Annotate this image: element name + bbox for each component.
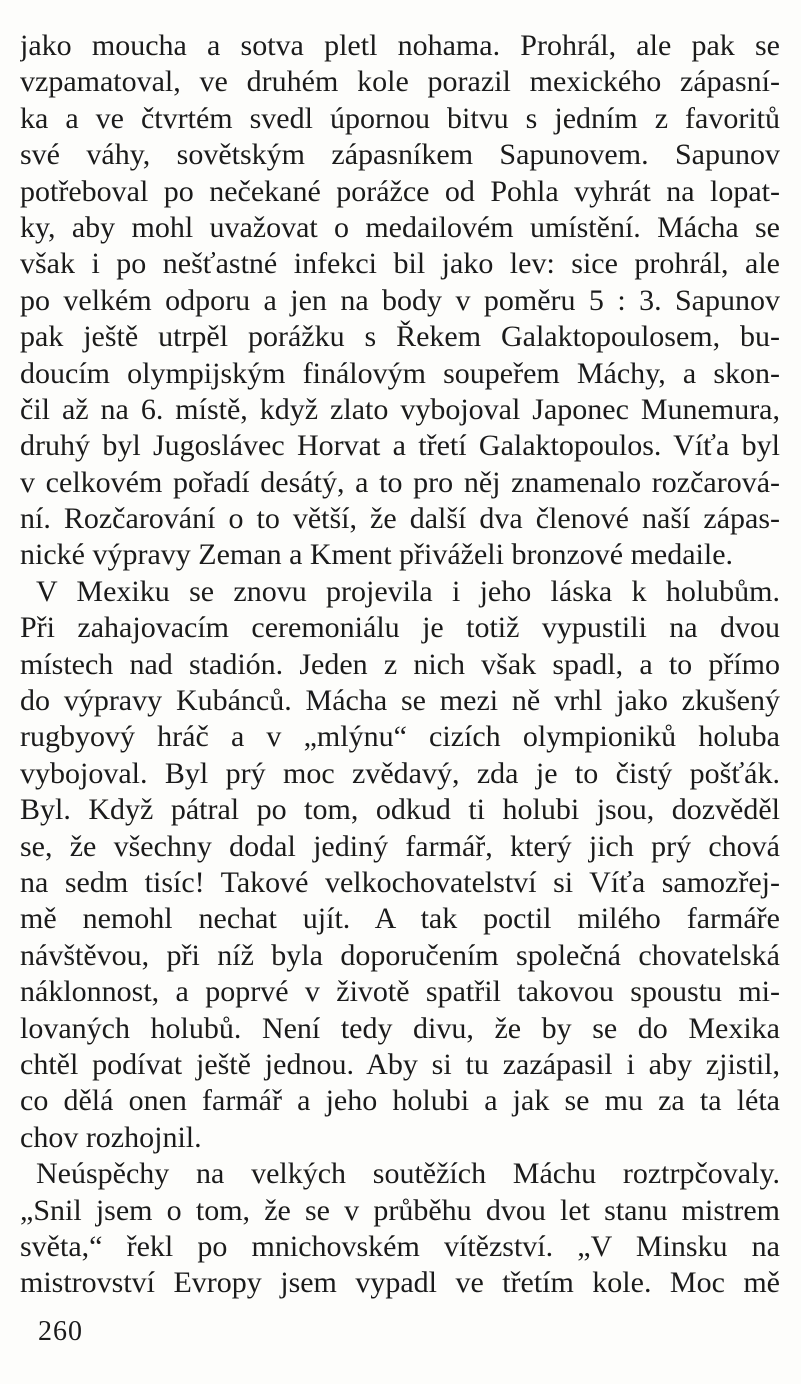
paragraph-end-line: nické výpravy Zeman a Kment přiváželi bronzové medaile. bbox=[20, 538, 734, 572]
text-line: návštěvou, při níž byla doporučením společná chovatelská bbox=[20, 938, 780, 972]
text-line: své váhy, sovětským zápasníkem Sapunovem. Sapunov bbox=[20, 138, 780, 172]
body-text bbox=[20, 28, 780, 1302]
text-line: náklonnost, a poprvé v životě spatřil takovou spoustu mi- bbox=[20, 975, 780, 1009]
text-line: rugbyový hráč a v „mlýnu“ cizích olympioniků holuba bbox=[20, 720, 780, 754]
text-line: čil až na 6. místě, když zlato vybojoval Japonec Munemura, bbox=[20, 392, 780, 426]
text-line: „Snil jsem o tom, že se v průběhu dvou let stanu mistrem bbox=[20, 1193, 780, 1227]
text-line: ky, aby mohl uvažovat o medailovém umístění. Mácha se bbox=[20, 210, 780, 244]
text-line: světa,“ řekl po mnichovském vítězství. „V Minsku na bbox=[20, 1229, 780, 1263]
text-line: doucím olympijským finálovým soupeřem Máchy, a skon- bbox=[20, 356, 780, 390]
paragraph-start-line: Neúspěchy na velkých soutěžích Máchu roztrpčovaly. bbox=[36, 1157, 780, 1191]
text-line: se, že všechny dodal jediný farmář, který jich prý chová bbox=[20, 829, 780, 863]
text-line: ka a ve čtvrtém svedl úpornou bitvu s jedním z favoritů bbox=[20, 101, 780, 135]
text-line: lovaných holubů. Není tedy divu, že by se do Mexika bbox=[20, 1011, 780, 1045]
text-line: místech nad stadión. Jeden z nich však spadl, a to přímo bbox=[20, 647, 780, 681]
text-line: však i po nešťastné infekci bil jako lev: sice prohrál, ale bbox=[20, 247, 780, 281]
text-line: vzpamatoval, ve druhém kole porazil mexického zápasní- bbox=[20, 65, 780, 99]
text-line: Při zahajovacím ceremoniálu je totiž vypustili na dvou bbox=[20, 611, 780, 645]
text-line: pak ještě utrpěl porážku s Řekem Galaktopoulosem, bu- bbox=[20, 320, 780, 354]
text-line: chtěl podívat ještě jednou. Aby si tu zazápasil i aby zjistil, bbox=[20, 1047, 780, 1081]
page-number: 260 bbox=[38, 1316, 83, 1347]
text-line: do výpravy Kubánců. Mácha se mezi ně vrhl jako zkušený bbox=[20, 684, 780, 718]
text-line: mě nemohl nechat ujít. A tak poctil milého farmáře bbox=[20, 902, 780, 936]
paragraph-start-line: V Mexiku se znovu projevila i jeho láska k holubům. bbox=[36, 574, 780, 608]
text-line: na sedm tisíc! Takové velkochovatelství si Víťa samozřej- bbox=[20, 865, 780, 899]
text-line: vybojoval. Byl prý moc zvědavý, zda je to čistý pošťák. bbox=[20, 756, 780, 790]
text-line: druhý byl Jugoslávec Horvat a třetí Galaktopoulos. Víťa byl bbox=[20, 429, 780, 463]
text-line: po velkém odporu a jen na body v poměru 5 : 3. Sapunov bbox=[20, 283, 780, 317]
text-line: potřeboval po nečekané porážce od Pohla vyhrát na lopat- bbox=[20, 174, 780, 208]
text-line: mistrovství Evropy jsem vypadl ve třetím kole. Moc mě bbox=[20, 1266, 780, 1300]
text-line: ní. Rozčarování o to větší, že další dva členové naší zápas- bbox=[20, 502, 780, 536]
text-line: v celkovém pořadí desátý, a to pro něj znamenalo rozčarová- bbox=[20, 465, 780, 499]
text-line: co dělá onen farmář a jeho holubi a jak se mu za ta léta bbox=[20, 1084, 780, 1118]
paragraph-end-line: chov rozhojnil. bbox=[20, 1120, 202, 1154]
text-line: jako moucha a sotva pletl nohama. Prohrál, ale pak se bbox=[20, 29, 780, 62]
text-line: Byl. Když pátral po tom, odkud ti holubi jsou, dozvěděl bbox=[20, 793, 780, 827]
